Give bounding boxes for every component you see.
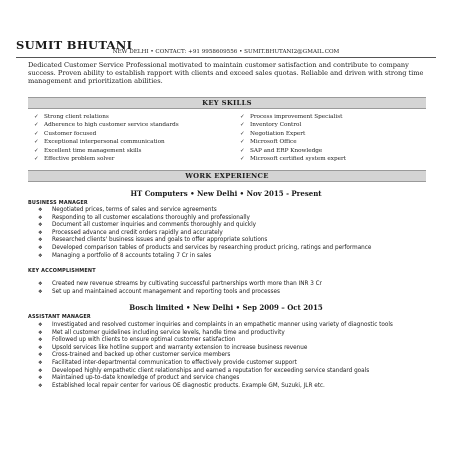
job-role-assistant-manager: ASSISTANT MANAGER — [28, 314, 91, 320]
skill-item: ✓ Microsoft Office — [240, 138, 346, 146]
job-title-bosch: Bosch limited • New Delhi • Sep 2009 – Oct 2015 — [129, 303, 323, 312]
job-role-business-manager: BUSINESS MANAGER — [28, 200, 88, 206]
job1-responsibilities — [38, 207, 438, 260]
professional-summary: Dedicated Customer Service Professional motivated to maintain customer satisfaction and contribute to company success. Proven ability to establish rapport with clients and exceed sales quotas. Reliable and driven with strong time management and prioritization abilities. — [28, 61, 424, 85]
work-experience-heading: WORK EXPERIENCE — [28, 170, 426, 182]
list-item: ❖ Set up and maintained account management and reporting tools and processes — [38, 289, 438, 297]
key-accomplishment-label: KEY ACCOMPLISHMENT — [28, 268, 96, 274]
list-item: ❖ Developed comparison tables of products and services by researching product pricing, ratings and performance — [38, 245, 438, 253]
list-item: ❖ Met all customer guidelines including service levels, handle time and productivity — [38, 330, 438, 338]
list-item: ❖ Processed advance and credit orders rapidly and accurately — [38, 230, 438, 238]
list-item: ❖ Cross-trained and backed up other customer service members — [38, 352, 438, 360]
skill-item: ✓ Effective problem solver — [34, 155, 179, 163]
list-item: ❖ Maintained up-to-date knowledge of product and service changes — [38, 375, 438, 383]
skill-item: ✓ SAP and ERP Knowledge — [240, 147, 346, 155]
candidate-name: SUMIT BHUTANI — [16, 38, 133, 52]
list-item: ❖ Developed highly empathetic client relationships and earned a reputation for exceeding service standard goals — [38, 368, 438, 376]
contact-line: NEW DELHI • CONTACT: +91 9958609556 • SUMIT.BHUTANI2@GMAIL.COM — [112, 49, 340, 55]
list-item: ❖ Investigated and resolved customer inquiries and complaints in an empathetic manner using variety of diagnostic tools — [38, 322, 438, 330]
key-skills-heading: KEY SKILLS — [28, 97, 426, 109]
skill-item: ✓ Customer focused — [34, 130, 179, 138]
list-item: ❖ Upsold services like hotline support and warranty extension to increase business revenue — [38, 345, 438, 353]
skill-item: ✓ Inventory Control — [240, 121, 346, 129]
skill-item: ✓ Strong client relations — [34, 113, 179, 121]
skill-item: ✓ Process improvement Specialist — [240, 113, 346, 121]
list-item: ❖ Researched clients' business issues and goals to offer appropriate solutions — [38, 237, 438, 245]
skills-left-column — [34, 113, 179, 163]
skill-item: ✓ Microsoft certified system expert — [240, 155, 346, 163]
header-divider — [16, 57, 436, 58]
skill-item: ✓ Excellent time management skills — [34, 147, 179, 155]
skill-item: ✓ Adherence to high customer service standards — [34, 121, 179, 129]
list-item: ❖ Created new revenue streams by cultivating successful partnerships worth more than INR 3 Cr — [38, 281, 438, 289]
list-item: ❖ Followed up with clients to ensure optimal customer satisfaction — [38, 337, 438, 345]
list-item: ❖ Document all customer inquiries and comments thoroughly and quickly — [38, 222, 438, 230]
job2-responsibilities — [38, 322, 438, 390]
skills-right-column — [240, 113, 346, 163]
list-item: ❖ Responding to all customer escalations thoroughly and professionally — [38, 215, 438, 223]
job-title-ht-computers: HT Computers • New Delhi • Nov 2015 - Present — [130, 189, 322, 198]
job1-accomplishments — [38, 281, 438, 296]
list-item: ❖ Facilitated inter-departmental communication to effectively provide customer support — [38, 360, 438, 368]
skill-item: ✓ Negotiation Expert — [240, 130, 346, 138]
list-item: ❖ Negotiated prices, terms of sales and service agreements — [38, 207, 438, 215]
skill-item: ✓ Exceptional interpersonal communication — [34, 138, 179, 146]
list-item: ❖ Managing a portfolio of 8 accounts totaling 7 Cr in sales — [38, 253, 438, 261]
list-item: ❖ Established local repair center for various OE diagnostic products. Example GM, Suzuki, JLR etc. — [38, 383, 438, 391]
